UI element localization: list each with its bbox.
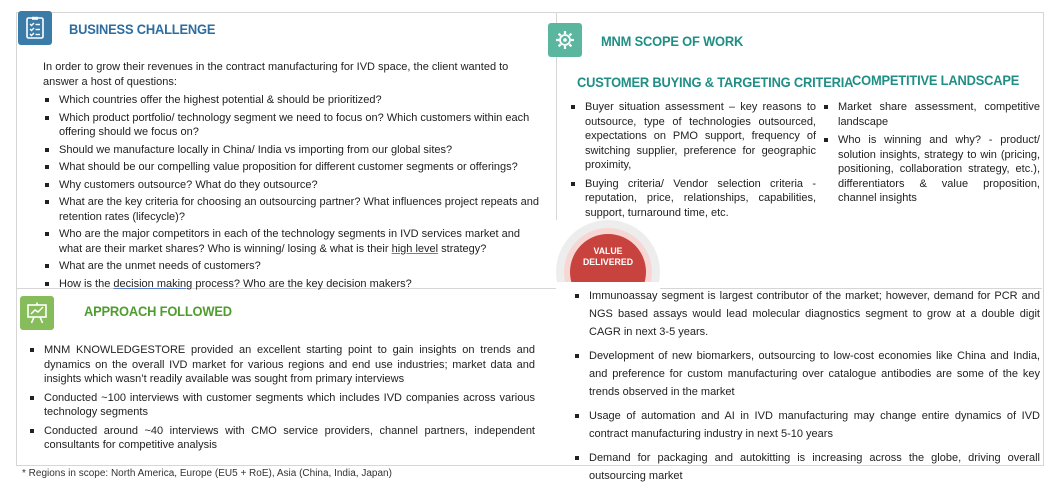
criteria-item: Buyer situation assessment – key reasons to outsource, type of technologies outsourced, expectations on PMO support, frequency of switching supplier, preference for geographic proximity, xyxy=(569,100,816,173)
approach-list xyxy=(28,343,535,457)
customer-criteria-title: CUSTOMER BUYING & TARGETING CRITERIA xyxy=(577,74,854,90)
approach-item: MNM KNOWLEDGESTORE provided an excellent starting point to gain insights on trends and dynamics on the overall IVD market for various regions and end use industries; market data and insights which wasn’t readily available was sought from primary interviews xyxy=(28,343,535,387)
value-item: Immunoassay segment is largest contributor of the market; however, demand for PCR and NGS based assays would lead molecular diagnostics segment to grow at a double digit CAGR in next 3-5 years. xyxy=(573,287,1040,341)
underlined-text: decision making xyxy=(113,277,193,290)
customer-criteria-list xyxy=(569,100,816,224)
approach-title: APPROACH FOLLOWED xyxy=(84,303,232,319)
business-challenge-title: BUSINESS CHALLENGE xyxy=(69,21,216,37)
regions-footnote: * Regions in scope: North America, Europe (EU5 + RoE), Asia (China, India, Japan) xyxy=(22,468,392,479)
approach-item: Conducted ~100 interviews with customer segments which includes IVD companies across various technology segments xyxy=(28,391,535,420)
question-item: What should be our compelling value proposition for different customer segments or offerings? xyxy=(43,160,540,175)
business-challenge-intro: In order to grow their revenues in the contract manufacturing for IVD space, the client wanted to answer a host of questions: xyxy=(43,61,509,88)
underlined-text: high level xyxy=(391,242,439,255)
value-item: Development of new biomarkers, outsourcing to low-cost economies like China and India, and preference for custom manufacturing over catalogue antibodies are some of the key trends observed in the market xyxy=(573,347,1040,401)
competitive-landscape-title: COMPETITIVE LANDSCAPE xyxy=(852,72,1020,88)
approach-item: Conducted around ~40 interviews with CMO service providers, channel partners, independent consultants for competitive analysis xyxy=(28,424,535,453)
question-text: process? Who are the key decision makers? xyxy=(192,277,412,290)
criteria-item: Buying criteria/ Vendor selection criteria - reputation, price, relationships, capabilities, support, turnaround time, etc. xyxy=(569,177,816,221)
value-delivered-list xyxy=(573,287,1040,491)
business-challenge-questions xyxy=(43,93,540,294)
presentation-chart-icon xyxy=(20,296,54,330)
question-item xyxy=(43,227,540,256)
value-item: Usage of automation and AI in IVD manufacturing may change entire dynamics of IVD contract manufacturing industry in next 5-10 years xyxy=(573,407,1040,443)
value-item: Demand for packaging and autokitting is increasing across the globe, driving overall outsourcing market xyxy=(573,449,1040,485)
question-text: How is the xyxy=(59,277,114,290)
value-delivered-label xyxy=(560,246,656,268)
checklist-icon xyxy=(18,11,52,45)
competitive-landscape-list xyxy=(822,100,1040,210)
question-item xyxy=(43,277,540,292)
badge-line-1: VALUE xyxy=(593,246,623,257)
landscape-item: Who is winning and why? - product/ solution insights, strategy to win (pricing, positioning, collaboration strategy, etc.), differentiators & value proposition, channel insights xyxy=(822,133,1040,206)
gear-network-icon xyxy=(548,23,582,57)
question-item: Why customers outsource? What do they outsource? xyxy=(43,178,540,193)
question-item: Should we manufacture locally in China/ India vs importing from our global sites? xyxy=(43,143,540,158)
question-item: Which countries offer the highest potential & should be prioritized? xyxy=(43,93,540,108)
question-item: What are the key criteria for choosing an outsourcing partner? What influences project repeats and retention rates (lifecycle)? xyxy=(43,195,540,224)
question-item: What are the unmet needs of customers? xyxy=(43,259,540,274)
badge-line-2: DELIVERED xyxy=(582,257,634,268)
question-item: Which product portfolio/ technology segment we need to focus on? Which customers within each offering should we focus on? xyxy=(43,111,540,140)
landscape-item: Market share assessment, competitive landscape xyxy=(822,100,1040,129)
question-text: strategy? xyxy=(438,242,487,255)
question-text: Who are the major competitors in each of the technology segments in IVD services market and what are their market shares? Who is winning/ losing & what is their xyxy=(59,228,520,255)
scope-title: MNM SCOPE OF WORK xyxy=(601,33,744,49)
